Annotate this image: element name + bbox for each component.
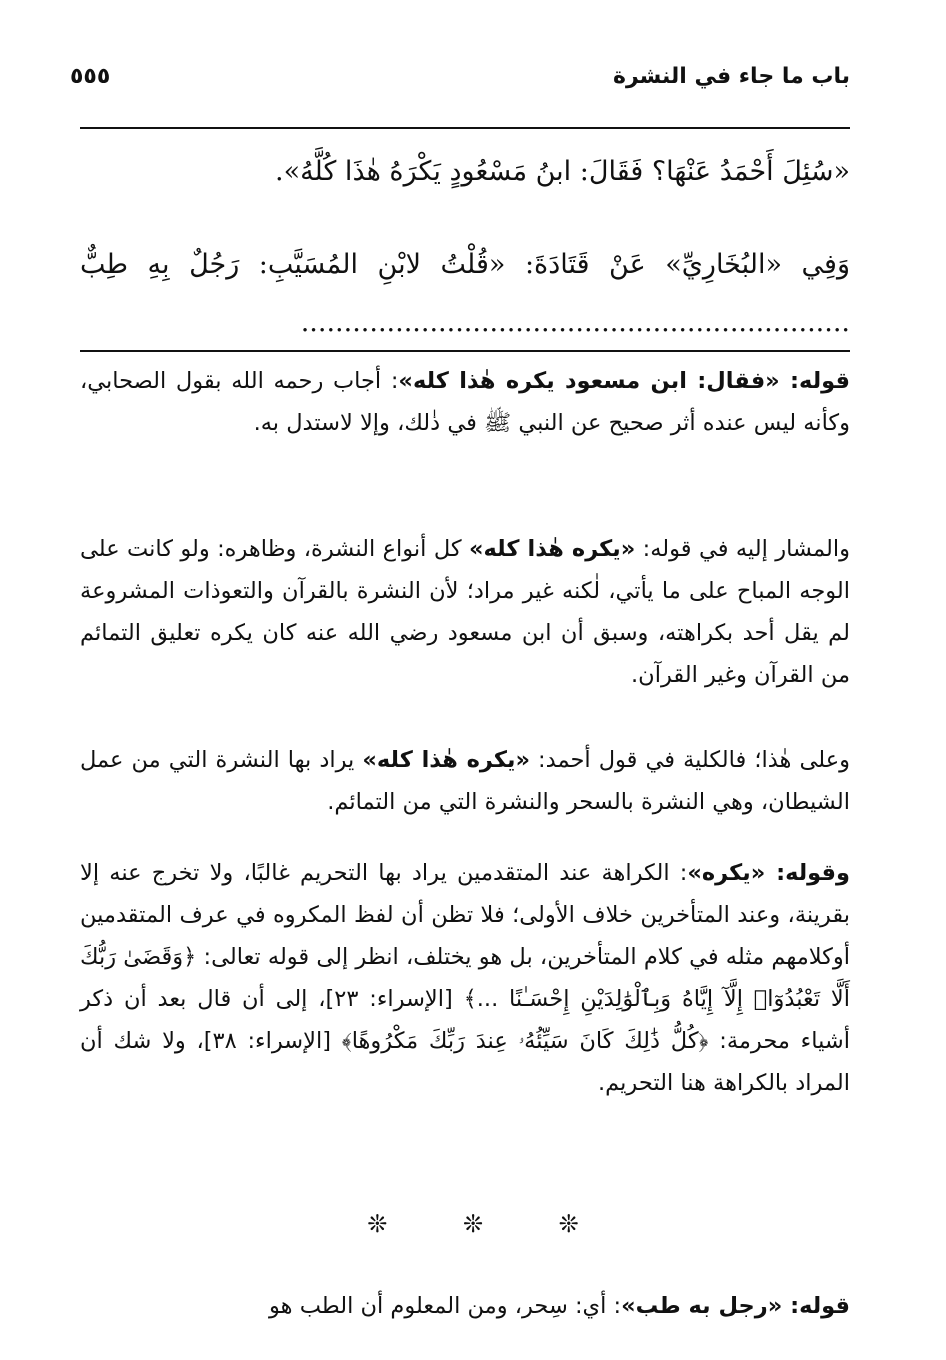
page-header <box>70 52 850 100</box>
sharh-paragraph-5 <box>80 1285 850 1327</box>
sharh-paragraph-4 <box>80 852 850 1104</box>
sharh-5-text: : أي: سِحر، ومن المعلوم أن الطب هو <box>269 1293 622 1319</box>
sharh-1-lead: قوله: «فقال: ابن مسعود يكره هٰذا كله» <box>398 368 850 394</box>
page-number: ٥٥٥ <box>70 63 111 89</box>
sharh-3-before: وعلى هٰذا؛ فالكلية في قول أحمد: <box>529 747 850 773</box>
matn-paragraph-2-text: وَفِي «البُخَارِيِّ» عَنْ قَتَادَةَ: «قُلْتُ لابْنِ المُسَيَّبِ: رَجُلٌ بِهِ طِبٌّ <box>80 249 850 280</box>
sharh-paragraph-1 <box>80 360 850 444</box>
sharh-3-after: يراد بها النشرة التي من عمل الشيطان، وهي النشرة بالسحر والنشرة التي من التمائم. <box>80 747 850 815</box>
matn-paragraph-2 <box>80 236 850 352</box>
section-separator-stars: ❊ ❊ ❊ <box>367 1210 613 1238</box>
sharh-4-text: : الكراهة عند المتقدمين يراد بها التحريم غالبًا، ولا تخرج عنه إلا بقرينة، وعند المتأخرين خلاف الأولى؛ فلا تظن أن لفظ المكروه في عرف المتقدمين أوكلامهم مثله في كلام المتأخرين، بل هو يختلف، انظر إلى قوله تعالى: ﴿وَقَضَىٰ رَبُّكَ أَلَّا تَعْبُدُوٓا۟ إِلَّآ إِيَّاهُ وَبِٱلْوَٰلِدَيْنِ إِحْسَـٰنًا ...﴾ [الإسراء: ٢٣]، إلى أن قال بعد أن ذكر أشياء محرمة: ﴿كُلُّ ذَٰلِكَ كَانَ سَيِّئُهُۥ عِندَ رَبِّكَ مَكْرُوهًا﴾ [الإسراء: ٣٨]، ولا شك أن المراد بالكراهة هنا التحريم. <box>80 860 850 1096</box>
sharh-paragraph-2 <box>80 528 850 696</box>
sharh-5-lead: قوله: «رجل به طب» <box>621 1293 850 1319</box>
sharh-2-after: كل أنواع النشرة، وظاهره: ولو كانت على الوجه المباح على ما يأتي، لٰكنه غير مراد؛ لأن النشرة بالقرآن والتعوذات المشروعة لم يقل أحد بكراهته، وسبق أن ابن مسعود رضي الله عنه كان يكره تعليق التمائم من القرآن وغير القرآن. <box>80 536 850 688</box>
matn-sharh-divider <box>80 350 850 352</box>
sharh-paragraph-3 <box>80 739 850 823</box>
header-divider <box>80 127 850 129</box>
matn-paragraph-1: «سُئِلَ أَحْمَدُ عَنْهَا؟ فَقَالَ: ابنُ مَسْعُودٍ يَكْرَهُ هٰذَا كُلَّهُ». <box>274 156 850 187</box>
sharh-2-bold-quote: «يكره هٰذا كله» <box>468 536 636 562</box>
sharh-4-lead: وقوله: «يكره» <box>687 860 850 886</box>
matn-ellipsis-dots: ................................................................ <box>300 307 850 338</box>
sharh-2-before: والمشار إليه في قوله: <box>635 536 850 562</box>
running-title: باب ما جاء في النشرة <box>612 63 850 89</box>
sharh-3-bold-quote: «يكره هٰذا كله» <box>362 747 530 773</box>
sharh-1-text: : أجاب رحمه الله بقول الصحابي، وكأنه ليس عنده أثر صحيح عن النبي ﷺ في ذٰلك، وإلا لاستدل به. <box>80 368 850 436</box>
